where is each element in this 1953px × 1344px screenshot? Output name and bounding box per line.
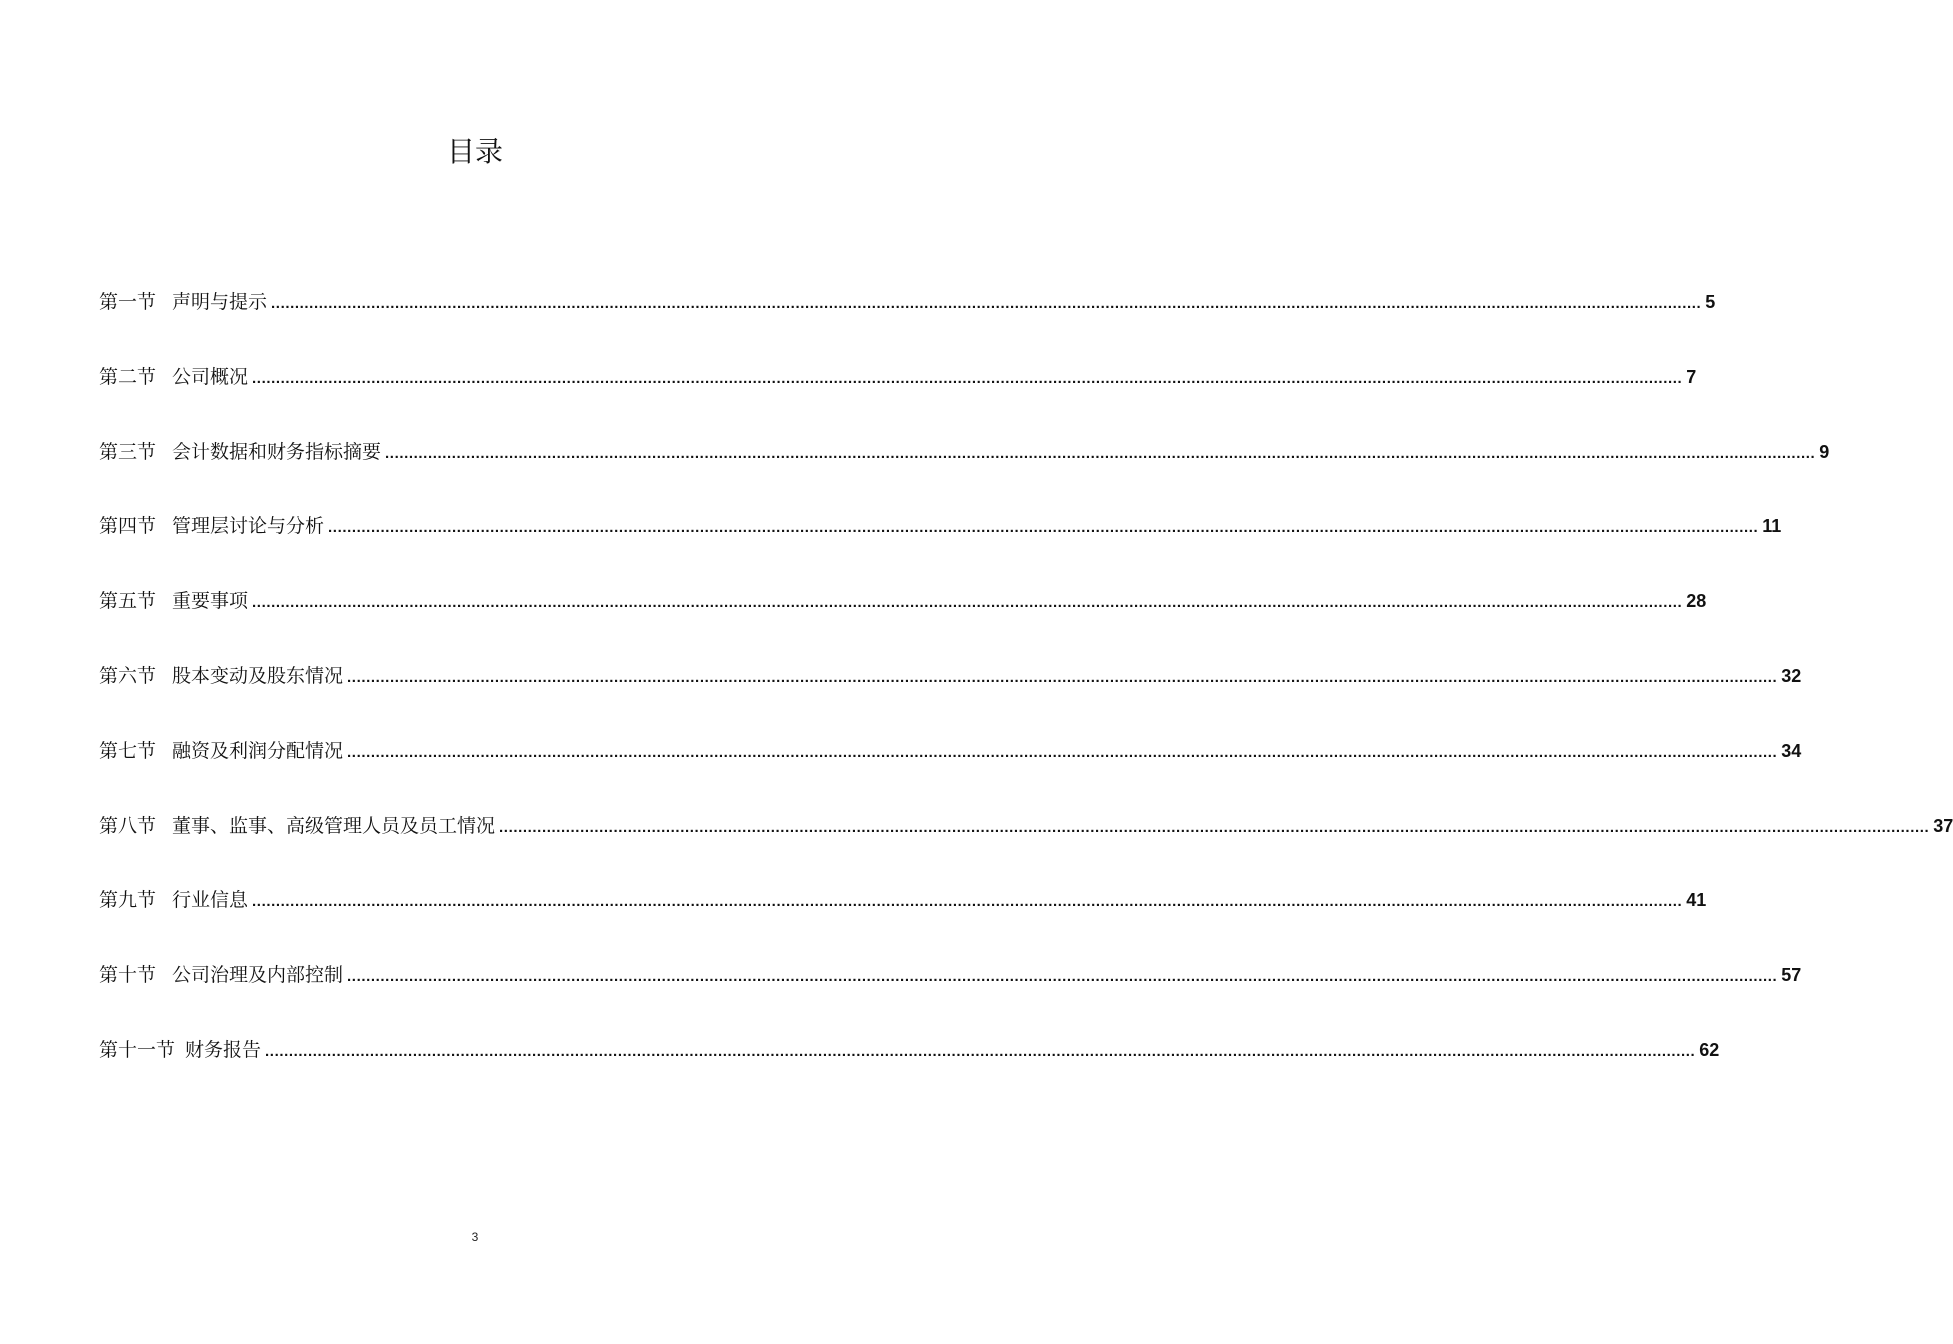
- toc-section-label: 第十一节: [99, 1038, 176, 1061]
- toc-section-title: 声明与提示: [172, 291, 268, 313]
- toc-entry-2[interactable]: [99, 359, 1697, 434]
- toc-section-label: 第六节: [99, 664, 157, 687]
- toc-section-label: 第十节: [99, 964, 157, 987]
- toc-dot-leader: ............................................................................................................................................................................................................................................................................................................: [499, 818, 1930, 836]
- toc-entry-9[interactable]: [99, 882, 1707, 957]
- toc-dot-leader: ............................................................................................................................................................................................................................................................................................................: [347, 743, 1778, 761]
- toc-section-label: 第三节: [99, 440, 157, 463]
- toc-section-title: 股本变动及股东情况: [172, 664, 344, 687]
- toc-page-number: 9: [1819, 441, 1830, 462]
- toc-dot-leader: ............................................................................................................................................................................................................................................................................................................: [265, 1042, 1696, 1060]
- toc-section-label: 第一节: [99, 291, 157, 313]
- table-of-contents: [99, 284, 1953, 1107]
- toc-page-number: 28: [1686, 591, 1707, 612]
- toc-page-number: 62: [1699, 1039, 1720, 1060]
- toc-entry-5[interactable]: [99, 583, 1707, 658]
- toc-section-label: 第二节: [99, 365, 157, 388]
- toc-section-title: 行业信息: [172, 889, 249, 912]
- toc-entry-8[interactable]: [99, 808, 1953, 883]
- toc-page-number: 34: [1781, 740, 1802, 761]
- toc-section-title: 会计数据和财务指标摘要: [172, 440, 382, 463]
- toc-page-number: 7: [1686, 366, 1697, 387]
- toc-section-title: 公司概况: [172, 365, 249, 388]
- toc-dot-leader: ............................................................................................................................................................................................................................................................................................................: [252, 893, 1683, 911]
- toc-section-label: 第五节: [99, 590, 157, 613]
- toc-entry-4[interactable]: [99, 508, 1782, 583]
- toc-page-number: 57: [1781, 965, 1802, 986]
- toc-dot-leader: ............................................................................................................................................................................................................................................................................................................: [271, 295, 1702, 312]
- toc-dot-leader: ............................................................................................................................................................................................................................................................................................................: [347, 668, 1778, 686]
- toc-entry-11[interactable]: [99, 1032, 1720, 1107]
- toc-section-label: 第九节: [99, 889, 157, 912]
- toc-section-title: 董事、监事、高级管理人员及员工情况: [172, 814, 496, 837]
- page-number: 3: [471, 1230, 479, 1244]
- toc-page-number: 11: [1762, 516, 1782, 537]
- toc-entry-6[interactable]: [99, 658, 1802, 733]
- toc-entry-7[interactable]: [99, 733, 1802, 808]
- page-title: 目录: [446, 135, 503, 168]
- toc-page-number: 41: [1686, 890, 1707, 911]
- toc-page-number: 37: [1933, 815, 1953, 836]
- toc-section-title: 财务报告: [185, 1038, 262, 1061]
- toc-section-title: 重要事项: [172, 590, 249, 613]
- toc-section-title: 公司治理及内部控制: [172, 964, 344, 987]
- toc-section-title: 融资及利润分配情况: [172, 739, 344, 762]
- toc-section-title: 管理层讨论与分析: [172, 515, 325, 538]
- toc-page-number: 32: [1781, 665, 1802, 686]
- toc-section-label: 第七节: [99, 739, 157, 762]
- toc-entry-3[interactable]: [99, 434, 1830, 509]
- toc-section-label: 第八节: [99, 814, 157, 837]
- toc-dot-leader: ............................................................................................................................................................................................................................................................................................................: [385, 444, 1816, 462]
- toc-dot-leader: ............................................................................................................................................................................................................................................................................................................: [252, 369, 1683, 387]
- toc-entry-10[interactable]: [99, 957, 1802, 1032]
- toc-entry-1[interactable]: [99, 284, 1716, 359]
- toc-section-label: 第四节: [99, 515, 157, 538]
- toc-dot-leader: ............................................................................................................................................................................................................................................................................................................: [252, 594, 1683, 612]
- toc-dot-leader: ............................................................................................................................................................................................................................................................................................................: [347, 968, 1778, 986]
- toc-dot-leader: ............................................................................................................................................................................................................................................................................................................: [328, 519, 1759, 537]
- toc-page-number: 5: [1705, 292, 1716, 312]
